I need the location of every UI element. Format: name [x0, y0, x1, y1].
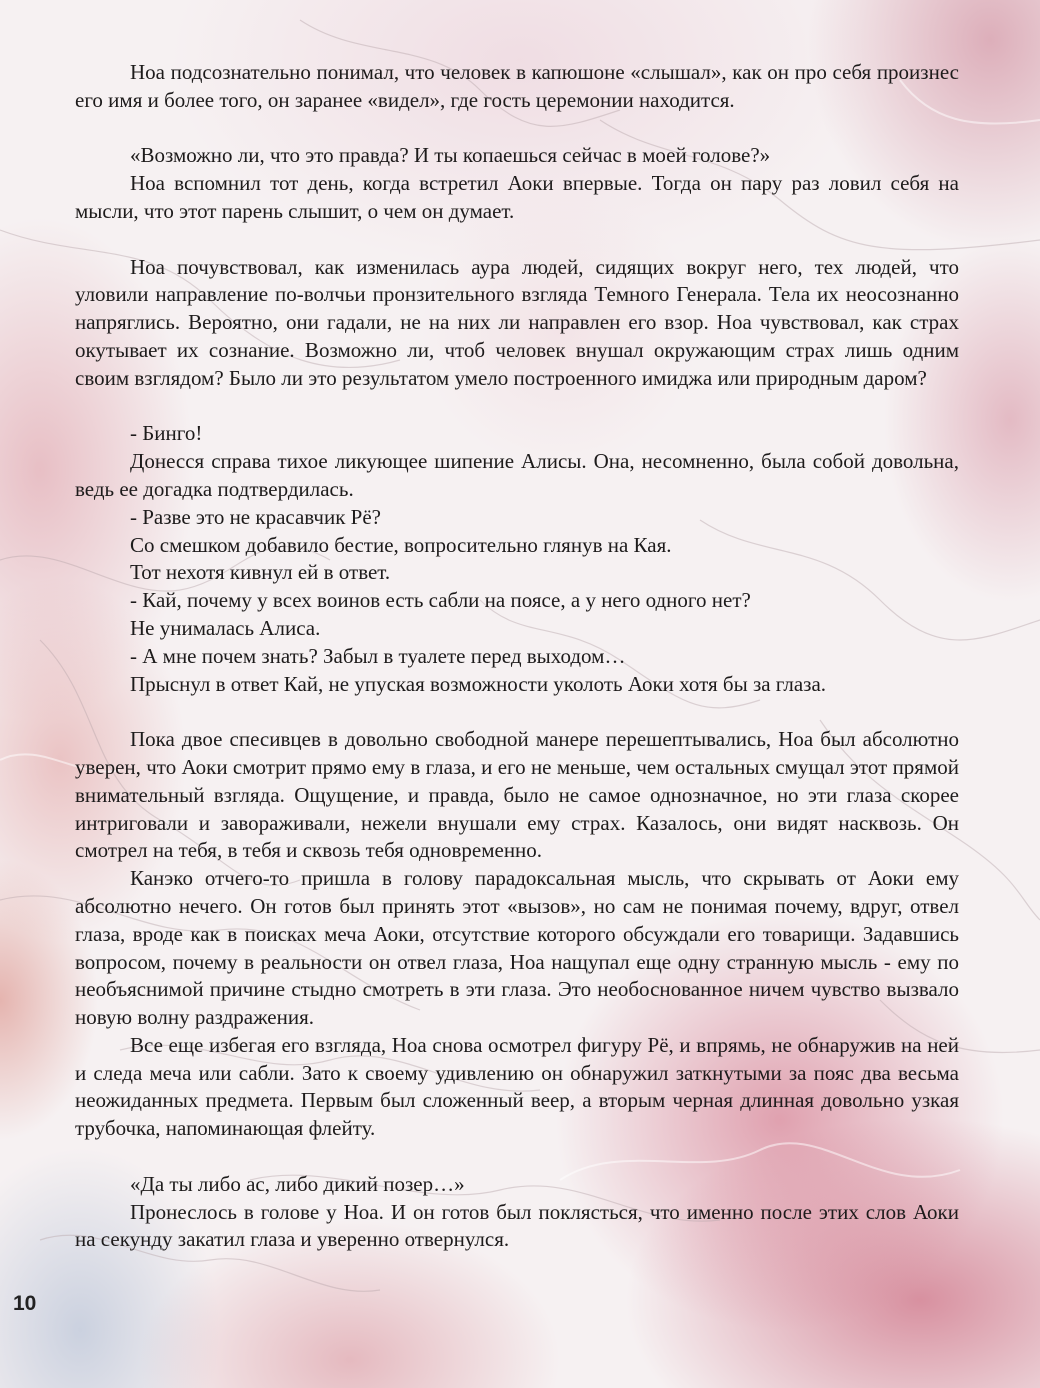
page-number: 10: [13, 1292, 37, 1315]
paragraph: Канэко отчего-то пришла в голову парадоксальная мысль, что скрывать от Аоки ему абсолютно нечего. Он готов был принять этот «вызов», но сам не понимая почему, вдруг, отвел глаза, вроде как в поисках меча Аоки, отсутствие которого обсуждали его товарищи. Задавшись вопросом, почему в реальности он отвел глаза, Ноа нащупал еще одну странную мысль - ему по необъяснимой причине стыдно смотреть в эти глаза. Это необоснованное ничем чувство вызвало новую волну раздражения.: [75, 866, 959, 1030]
paragraph: «Возможно ли, что это правда? И ты копаешься сейчас в моей голове?»: [130, 143, 771, 168]
dialogue-line: - А мне почем знать? Забыл в туалете перед выходом…: [130, 643, 626, 668]
paragraph: Ноа подсознательно понимал, что человек в капюшоне «слышал», как он про себя произнес его имя и более того, он заранее «видел», где гость церемонии находится.: [75, 60, 959, 112]
dialogue-line: - Разве это не красавчик Рё?: [130, 504, 381, 529]
paragraph: «Да ты либо ас, либо дикий позер…»: [130, 1171, 465, 1196]
paragraph: Все еще избегая его взгляда, Ноа снова осмотрел фигуру Рё, и впрямь, не обнаружив на ней и следа меча или сабли. Зато к своему удивлению он обнаружил заткнутыми за пояс два весьма неожиданных предмета. Первым был сложенный веер, а вторым черная длинная довольно узкая трубочка, напоминающая флейту.: [75, 1032, 959, 1141]
paragraph: Пока двое спесивцев в довольно свободной манере перешептывались, Ноа был абсолютно уверен, что Аоки смотрит прямо ему в глаза, и его не меньше, чем остальных смущал этот прямой внимательный взгляда. Ощущение, и правда, было не самое однозначное, но эти глаза скорее интриговали и завораживали, нежели внушали ему страх. Казалось, они видят насквозь. Он смотрел на тебя, в тебя и сквозь тебя одновременно.: [75, 727, 959, 863]
paragraph: Со смешком добавило бестие, вопросительно глянув на Кая.: [130, 532, 672, 557]
paragraph: Тот нехотя кивнул ей в ответ.: [130, 560, 391, 585]
paragraph: Прыснул в ответ Кай, не упуская возможности уколоть Аоки хотя бы за глаза.: [130, 671, 827, 696]
paragraph: Ноа вспомнил тот день, когда встретил Аоки впервые. Тогда он пару раз ловил себя на мысли, что этот парень слышит, о чем он думает.: [75, 171, 959, 223]
story-text: [75, 59, 959, 1254]
dialogue-line: - Бинго!: [130, 421, 203, 446]
paragraph: Донесся справа тихое ликующее шипение Алисы. Она, несомненно, была собой довольна, ведь ее догадка подтвердилась.: [75, 449, 959, 501]
dialogue-line: - Кай, почему у всех воинов есть сабли на поясе, а у него одного нет?: [130, 588, 751, 613]
paragraph: Пронеслось в голове у Ноа. И он готов был поклясться, что именно после этих слов Аоки на секунду закатил глаза и уверенно отвернулся.: [75, 1199, 959, 1252]
paragraph: Не унималась Алиса.: [130, 615, 321, 640]
paragraph: Ноа почувствовал, как изменилась аура людей, сидящих вокруг него, тех людей, что уловили направление по-волчьи пронзительного взгляда Темного Генерала. Тела их неосознанно напряглись. Вероятно, они гадали, не на них ли направлен его взор. Ноа чувствовал, как страх окутывает их сознание. Возможно ли, чтоб человек внушал окружающим страх лишь одним своим взглядом? Было ли это результатом умело построенного имиджа или природным даром?: [75, 254, 959, 390]
